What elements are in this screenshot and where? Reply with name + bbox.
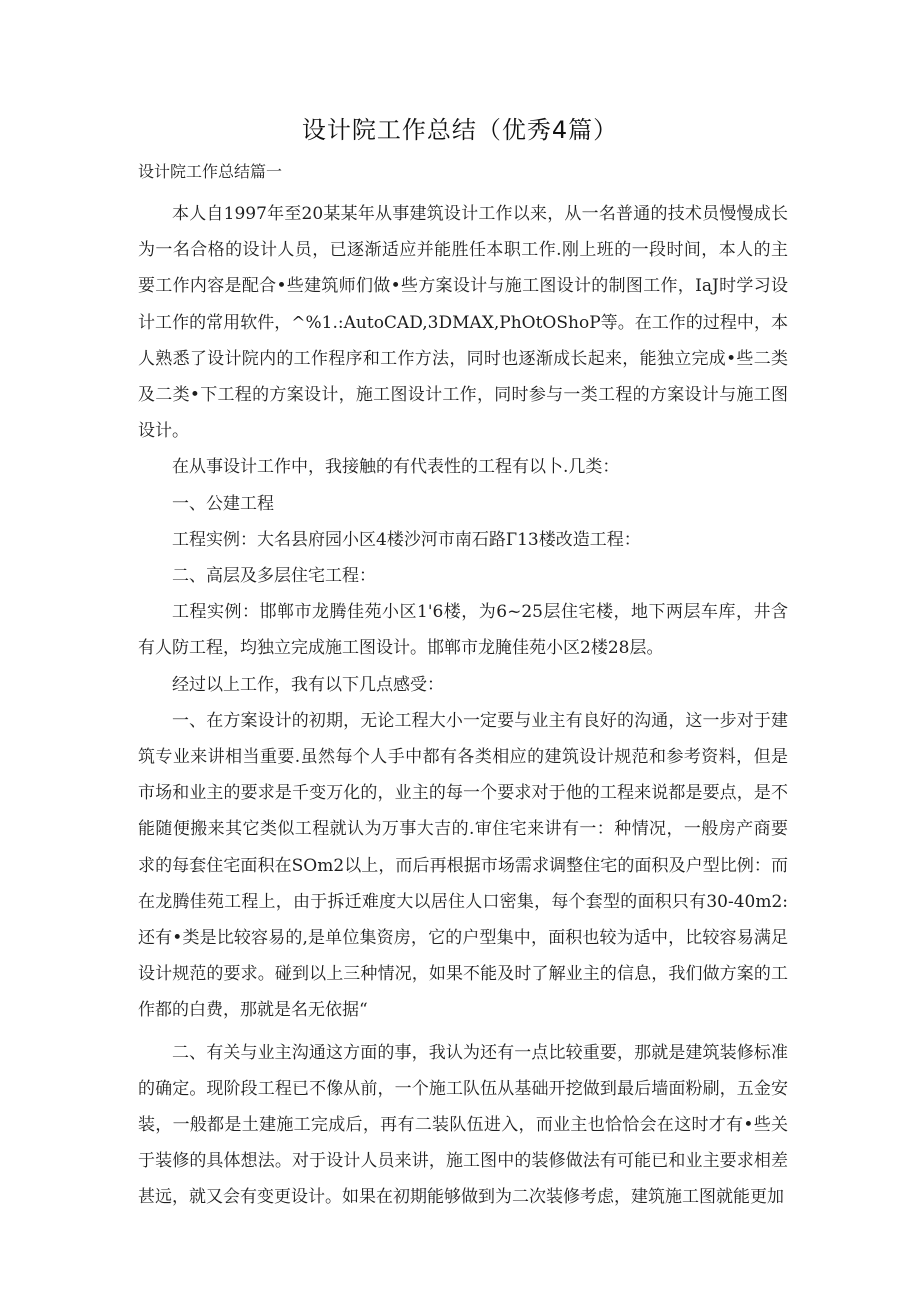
- paragraph-point-one: 一、在方案设计的初期，无论工程大小一定要与业主有良好的沟通，这一步对于建筑专业来讲相当重要.虽然每个人手中都有各类相应的建筑设计规范和参考资料，但是市场和业主的要求是千变万化的，业主的每一个要求对于他的工程来说都是要点，是不能随便搬来其它类似工程就认为万事大吉的.审住宅来讲有一：种情况，一般房产商要求的每套住宅面积在SOm2以上，而后再根据市场需求调整住宅的面积及户型比例：而在龙腾佳苑工程上，由于拆迁难度大以居住人口密集，每个套型的面积只有30-40m2:还有•类是比较容易的,是单位集资房，它的户型集中，面积也较为适中，比较容易满足设计规范的要求。碰到以上三种情况，如果不能及时了解业主的信息，我们做方案的工作都的白费，那就是名无依据“: [138, 710, 788, 1021]
- paragraph-residential-example: 工程实例：邯郸市龙腾佳苑小区1'6楼，为6~25层住宅楼，地下两层车库，井含有人防工程，均独立完成施工图设计。邯郸市龙腌佳苑小区2楼28层。: [138, 602, 788, 659]
- section-heading: 设计院工作总结篇一: [138, 162, 283, 181]
- paragraph-reflections: 经过以上工作，我有以下几点感受：: [172, 674, 444, 695]
- paragraph-point-two: 二、有关与业主沟通这方面的事，我认为还有一点比较重要，那就是建筑装修标准的确定。现阶段工程已不像从前，一个施工队伍从基础开挖做到最后墙面粉刷，五金安装，一般都是土建施工完成后，再有二装队伍进入，而业主也恰恰会在这时才有•些关于装修的具体想法。对于设计人员来讲，施工图中的装修做法有可能已和业主要求相差甚远，就又会有变更设计。如果在初期能够做到为二次装修考虑，建筑施工图就能更加: [138, 1042, 788, 1208]
- document-body: [138, 196, 788, 1216]
- paragraph-public-example: 工程实例：大名县府园小区4楼沙河市南石路Г13楼改造工程：: [172, 529, 641, 550]
- paragraph-public-buildings: 一、公建工程: [172, 493, 274, 514]
- document-title: 设计院工作总结（优秀4篇）: [301, 116, 619, 144]
- paragraph-intro: 本人自1997年至20某某年从事建筑设计工作以来，从一名普通的技术员慢慢成长为一名合格的设计人员，已逐渐适应并能胜任本职工作.刚上班的一段时间，本人的主要工作内容是配合•些建筑师们做•些方案设计与施工图设计的制图工作，IaJ时学习设计工作的常用软件，^%1.:AutoCAD,3DMAX,PhOtOShoP等。在工作的过程中，本人熟悉了设计院内的工作程序和工作方法，同时也逐渐成长起来，能独立完成•些二类及二类•下工程的方案设计，施工图设计工作，同时参与一类工程的方案设计与施工图设计。: [138, 204, 788, 442]
- paragraph-project-types: 在从事设计工作中，我接触的有代表性的工程有以卜.几类：: [172, 457, 620, 478]
- paragraph-residential: 二、高层及多层住宅工程：: [172, 566, 376, 587]
